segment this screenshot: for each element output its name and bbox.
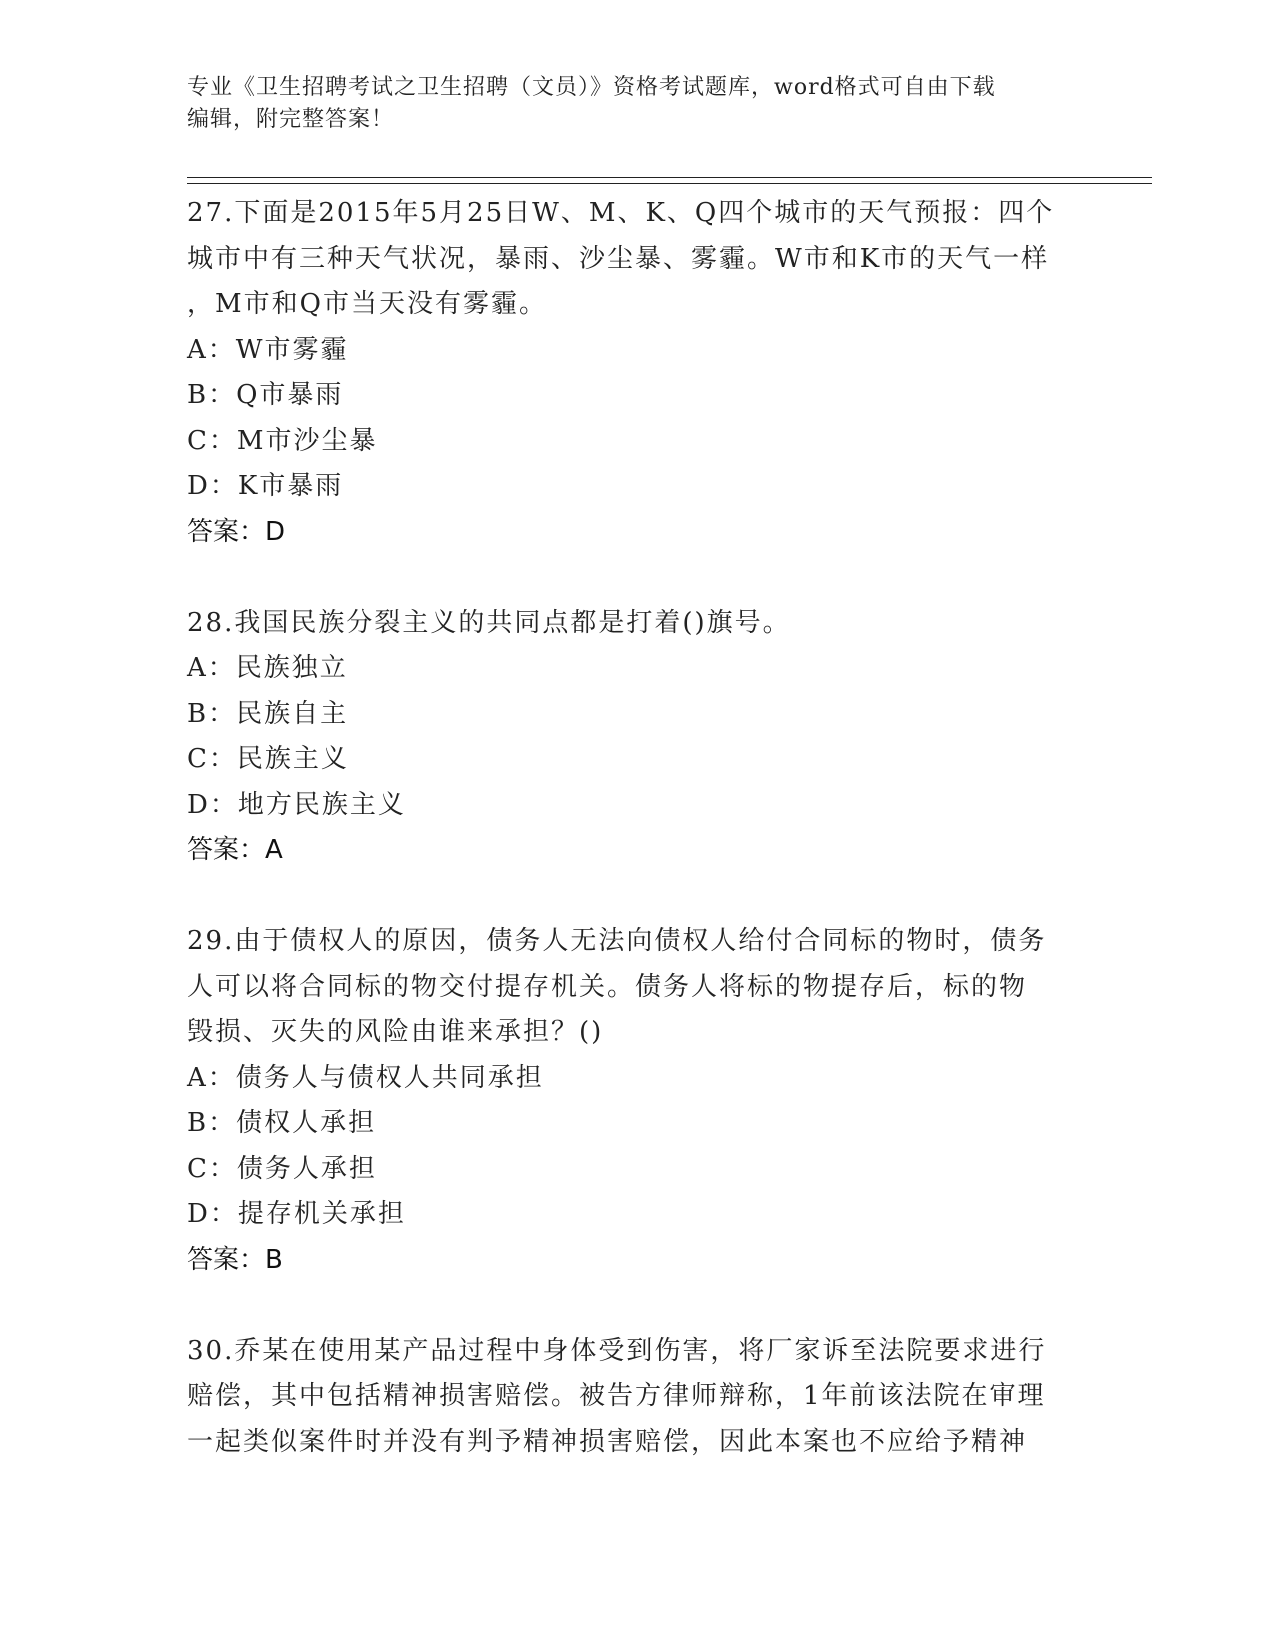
question-text-line: 27.下面是2015年5月25日W、M、K、Q四个城市的天气预报：四个 (187, 198, 1055, 228)
question-text-line: 30.乔某在使用某产品过程中身体受到伤害，将厂家诉至法院要求进行 (187, 1335, 1047, 1366)
question-29 (187, 919, 1087, 1283)
option-b: B：债权人承担 (187, 1108, 377, 1138)
question-27 (187, 191, 1087, 555)
question-text-line: 一起类似案件时并没有判予精神损害赔偿，因此本案也不应给予精神 (187, 1426, 1028, 1457)
header-divider-bottom (187, 183, 1152, 184)
question-text-line: 28.我国民族分裂主义的共同点都是打着()旗号。 (187, 607, 791, 638)
answer: 答案：A (187, 835, 283, 865)
header-line: 编辑，附完整答案！ (187, 107, 395, 132)
spacer (187, 555, 1087, 601)
option-d: D：K市暴雨 (187, 471, 344, 501)
header-divider-top (187, 177, 1152, 178)
question-text-line: ，M市和Q市当天没有雾霾。 (187, 289, 547, 319)
option-b: B：民族自主 (187, 698, 349, 729)
spacer (187, 1283, 1087, 1329)
option-a: A：W市雾霾 (187, 334, 349, 365)
answer: 答案：B (187, 1244, 283, 1275)
spacer (187, 874, 1087, 920)
option-d: D：地方民族主义 (187, 789, 406, 820)
question-text-line: 赔偿，其中包括精神损害赔偿。被告方律师辩称，1年前该法院在审理 (187, 1381, 1046, 1411)
option-b: B：Q市暴雨 (187, 380, 344, 410)
question-30 (187, 1329, 1087, 1466)
option-a: A：民族独立 (187, 653, 348, 683)
option-c: C：债务人承担 (187, 1153, 377, 1184)
question-text-line: 城市中有三种天气状况，暴雨、沙尘暴、雾霾。W市和K市的天气一样 (187, 243, 1050, 274)
option-c: C：民族主义 (187, 744, 349, 774)
question-text-line: 毁损、灭失的风险由谁来承担？() (187, 1017, 604, 1047)
question-28 (187, 601, 1087, 874)
question-list (187, 191, 1087, 1465)
option-c: C：M市沙尘暴 (187, 425, 378, 456)
question-text-line: 人可以将合同标的物交付提存机关。债务人将标的物提存后，标的物 (187, 971, 1028, 1002)
answer: 答案：D (187, 516, 286, 547)
question-text-line: 29.由于债权人的原因，债务人无法向债权人给付合同标的物时，债务 (187, 926, 1047, 956)
document-header (187, 72, 1087, 136)
header-line: 专业《卫生招聘考试之卫生招聘（文员）》资格考试题库，word格式可自由下载 (187, 75, 996, 100)
option-a: A：债务人与债权人共同承担 (187, 1062, 544, 1093)
option-d: D：提存机关承担 (187, 1199, 406, 1229)
